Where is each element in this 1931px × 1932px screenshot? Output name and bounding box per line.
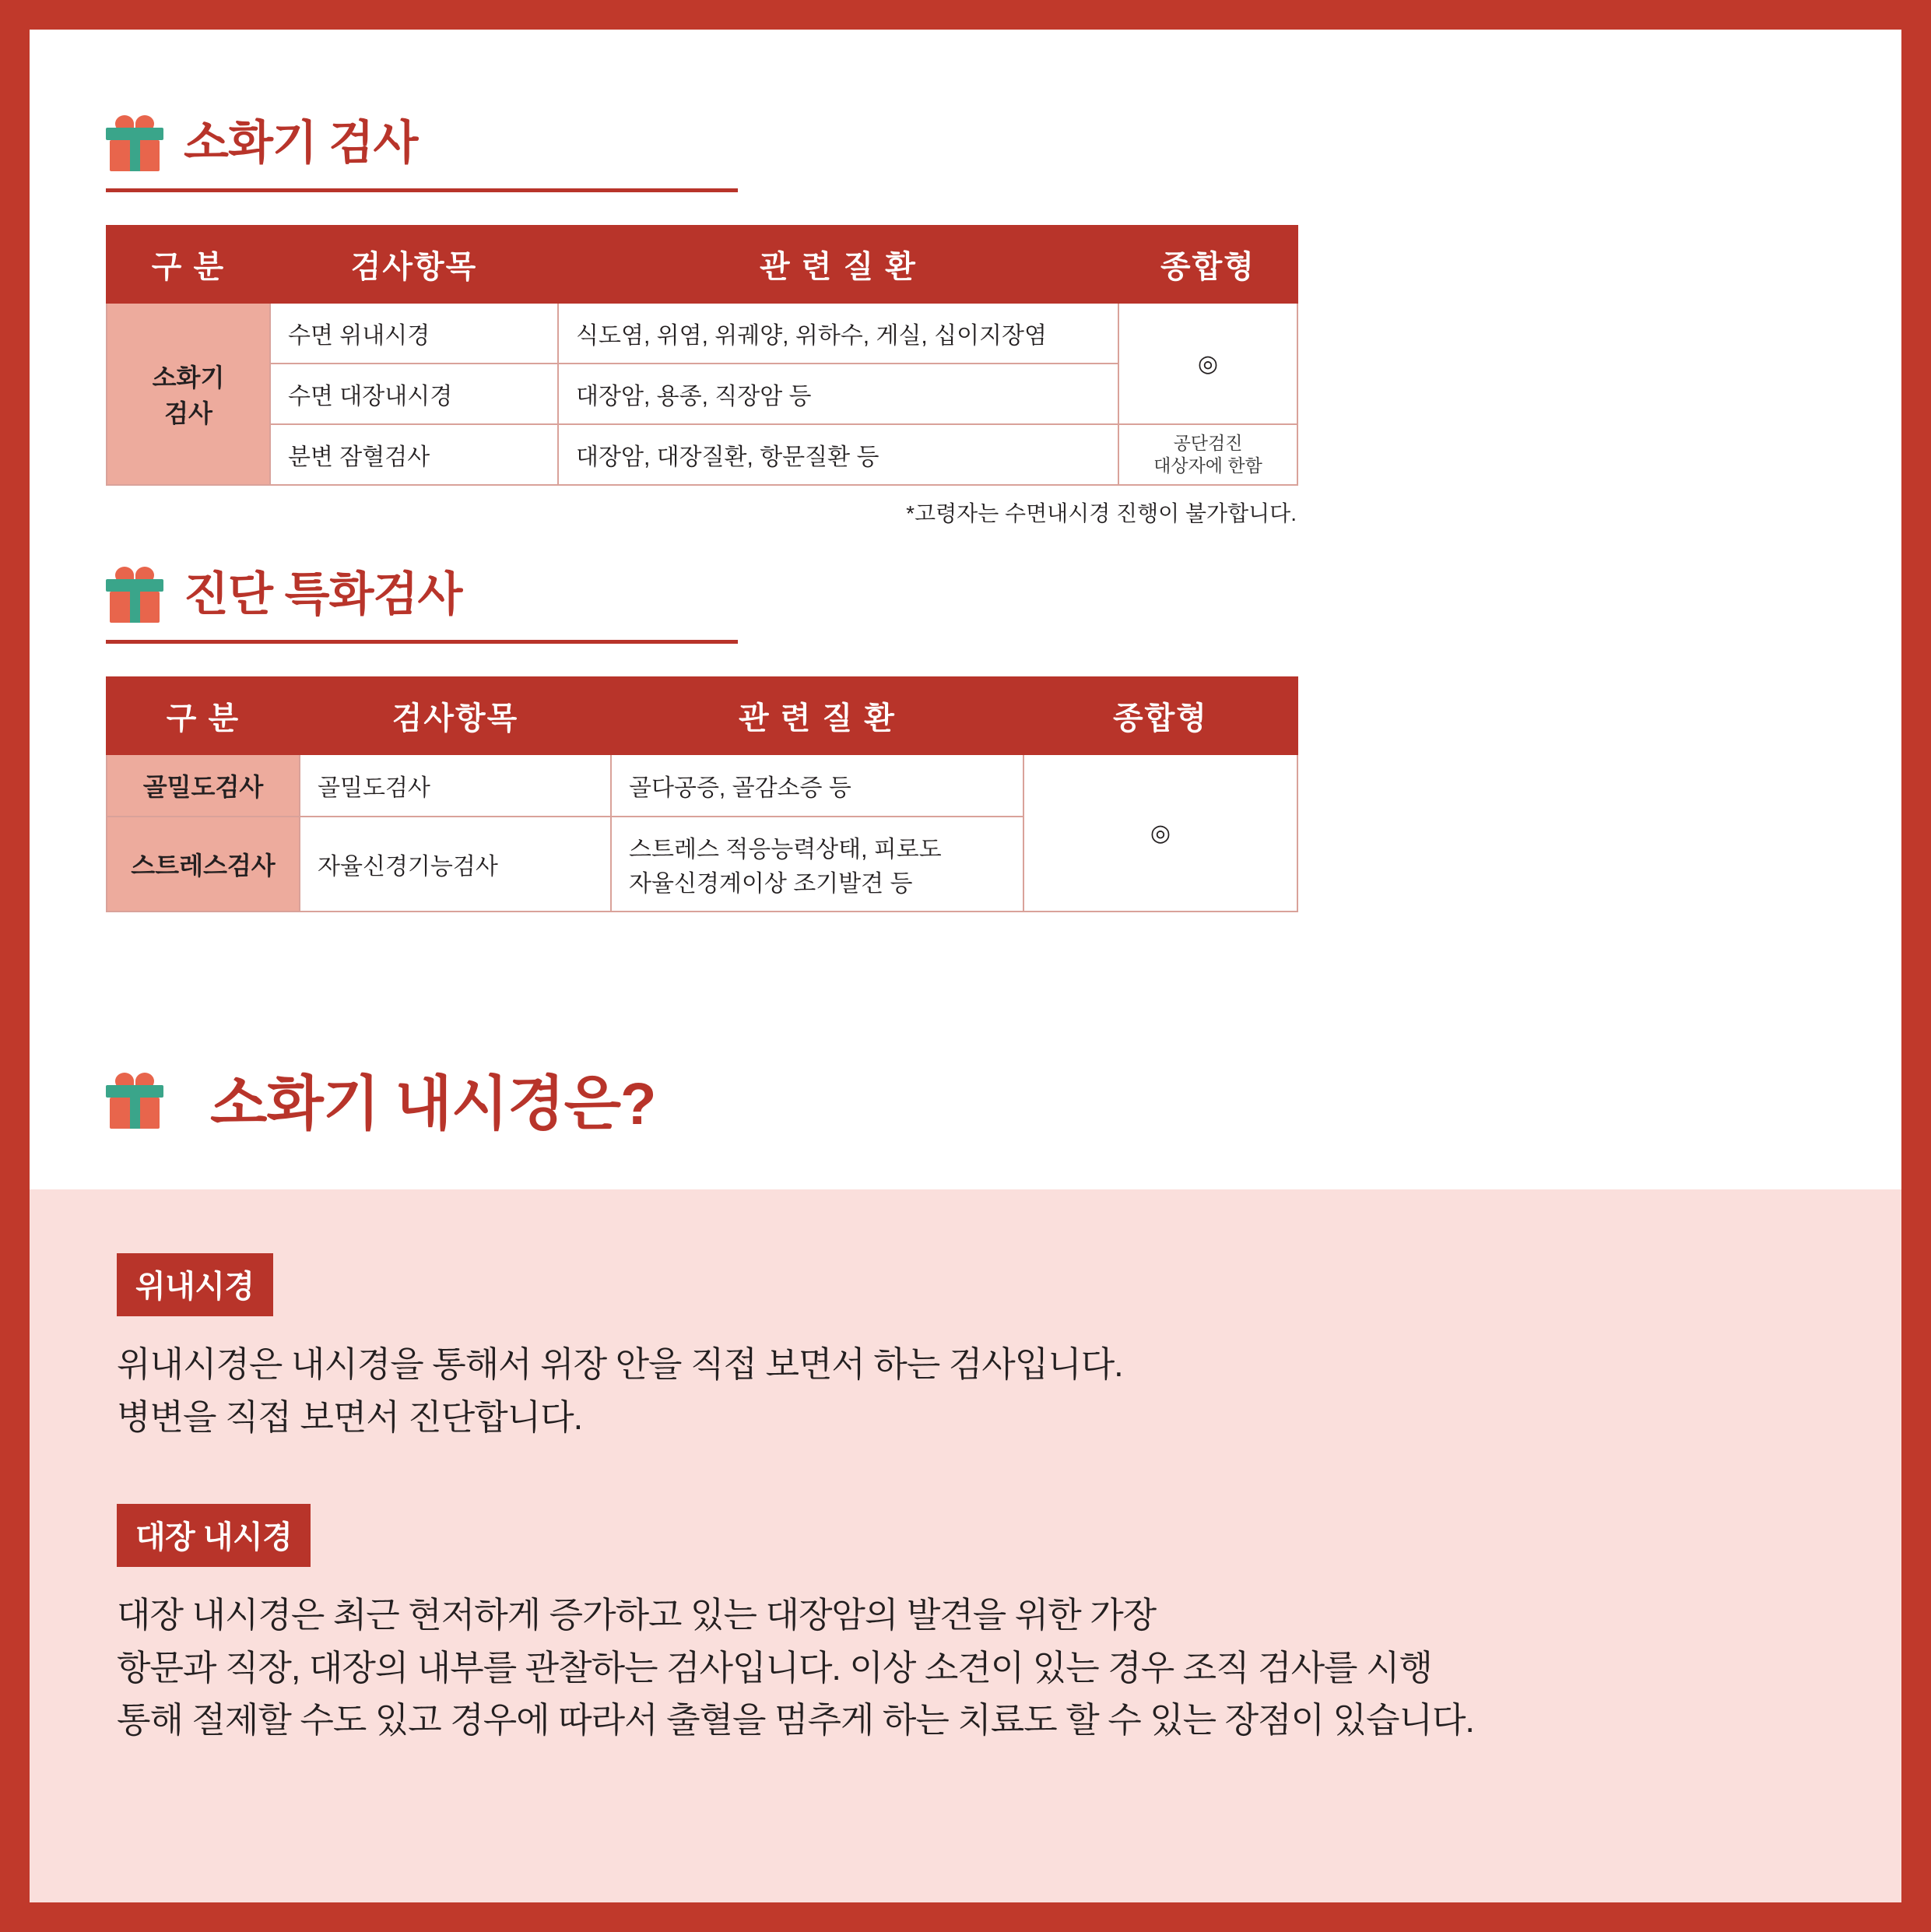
digestive-table bbox=[106, 225, 1298, 486]
gift-icon bbox=[106, 115, 163, 171]
cell-item: 수면 대장내시경 bbox=[270, 364, 558, 424]
cell-package-note bbox=[1118, 424, 1297, 485]
gastroscopy-line-2: 병변을 직접 보면서 진단합니다. bbox=[117, 1396, 583, 1437]
package-note-line-2: 대상자에 한함 bbox=[1153, 455, 1262, 476]
table-row bbox=[107, 754, 1297, 817]
cell-category bbox=[107, 303, 270, 485]
tag-gastroscopy: 위내시경 bbox=[117, 1253, 273, 1316]
table-row bbox=[107, 424, 1297, 485]
cell-item: 수면 위내시경 bbox=[270, 303, 558, 364]
th-item: 검사항목 bbox=[270, 226, 558, 303]
cell-item: 분변 잠혈검사 bbox=[270, 424, 558, 485]
cell-package-mark: ◎ bbox=[1023, 754, 1297, 912]
th-category: 구 분 bbox=[107, 677, 300, 754]
table-header-row bbox=[107, 226, 1297, 303]
th-disease: 관 련 질 환 bbox=[558, 226, 1118, 303]
disease-line-2: 자율신경계이상 조기발견 등 bbox=[629, 871, 913, 897]
category-line-1: 소화기 bbox=[152, 364, 225, 392]
special-table bbox=[106, 676, 1298, 912]
gift-icon bbox=[106, 1073, 173, 1136]
colonoscopy-line-1: 대장 내시경은 최근 현저하게 증가하고 있는 대장암의 발견을 위한 가장 bbox=[117, 1595, 1157, 1635]
cell-package-mark: ◎ bbox=[1118, 303, 1297, 424]
cell-disease: 대장암, 대장질환, 항문질환 등 bbox=[558, 424, 1118, 485]
colonoscopy-line-3: 통해 절제할 수도 있고 경우에 따라서 출혈을 멈추게 하는 치료도 할 수 있는 장점이 있습니다. bbox=[117, 1700, 1474, 1740]
section-digestive-underline bbox=[106, 188, 738, 192]
section-special bbox=[106, 567, 1298, 912]
tag-colonoscopy: 대장 내시경 bbox=[117, 1504, 311, 1567]
cell-disease: 골다공증, 골감소증 등 bbox=[611, 754, 1023, 817]
th-disease: 관 련 질 환 bbox=[611, 677, 1023, 754]
th-item: 검사항목 bbox=[300, 677, 611, 754]
package-note-line-1: 공단검진 bbox=[1173, 433, 1243, 454]
table-row bbox=[107, 303, 1297, 364]
cell-category: 골밀도검사 bbox=[107, 754, 300, 817]
endoscopy-block-gastro bbox=[117, 1253, 1814, 1443]
section-digestive bbox=[106, 115, 1298, 528]
colonoscopy-line-2: 항문과 직장, 대장의 내부를 관찰하는 검사입니다. 이상 소견이 있는 경우 조직 검사를 시행 bbox=[117, 1647, 1432, 1688]
cell-disease bbox=[611, 817, 1023, 912]
section-endoscopy-title: 소화기 내시경은? bbox=[210, 1071, 656, 1137]
section-digestive-title: 소화기 검사 bbox=[184, 117, 418, 169]
cell-item: 자율신경기능검사 bbox=[300, 817, 611, 912]
section-special-header bbox=[106, 567, 1298, 623]
gastroscopy-description bbox=[117, 1338, 1814, 1443]
section-endoscopy-header bbox=[106, 1073, 655, 1136]
gastroscopy-line-1: 위내시경은 내시경을 통해서 위장 안을 직접 보면서 하는 검사입니다. bbox=[117, 1344, 1123, 1384]
section-digestive-header bbox=[106, 115, 1298, 171]
section-special-underline bbox=[106, 640, 738, 644]
th-package: 종합형 bbox=[1118, 226, 1297, 303]
cell-disease: 대장암, 용종, 직장암 등 bbox=[558, 364, 1118, 424]
disease-line-1: 스트레스 적응능력상태, 피로도 bbox=[629, 837, 942, 862]
gift-icon bbox=[106, 567, 163, 623]
cell-item: 골밀도검사 bbox=[300, 754, 611, 817]
table-header-row bbox=[107, 677, 1297, 754]
endoscopy-panel bbox=[30, 1189, 1901, 1902]
colonoscopy-description bbox=[117, 1589, 1814, 1747]
digestive-note: *고령자는 수면내시경 진행이 불가합니다. bbox=[906, 501, 1297, 525]
th-category: 구 분 bbox=[107, 226, 270, 303]
th-package: 종합형 bbox=[1023, 677, 1297, 754]
section-endoscopy-header-wrap bbox=[106, 1073, 655, 1136]
section-special-title: 진단 특화검사 bbox=[184, 568, 462, 620]
category-line-2: 검사 bbox=[164, 399, 212, 427]
cell-category: 스트레스검사 bbox=[107, 817, 300, 912]
endoscopy-block-colon bbox=[117, 1504, 1814, 1747]
cell-disease: 식도염, 위염, 위궤양, 위하수, 게실, 십이지장염 bbox=[558, 303, 1118, 364]
